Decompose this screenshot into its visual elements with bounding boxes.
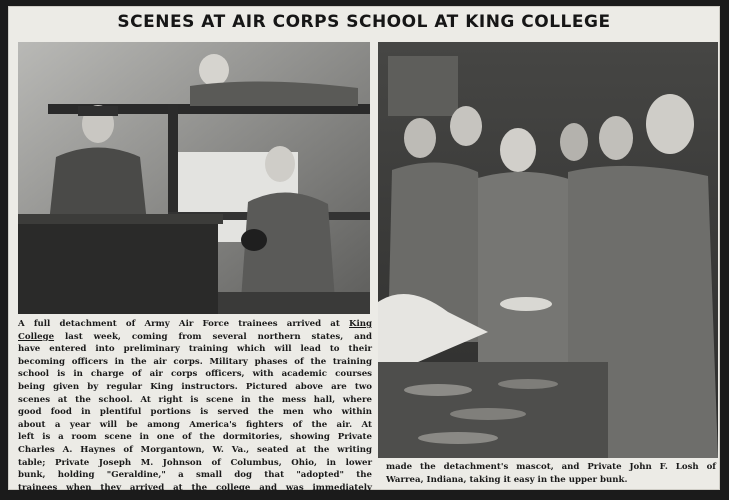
caption-line: table; Private Joseph M. Johnson of Columbus, Ohio, in lower — [18, 457, 372, 468]
caption-line: Warrea, Indiana, taking it easy in the upper bunk. — [386, 474, 628, 485]
caption-line: College last week, coming from several northern states, and — [18, 331, 372, 342]
caption-line: trainees when they arrived at the college and was immediately — [18, 482, 372, 493]
underlined-word: King — [349, 319, 372, 329]
caption-line: made the detachment's mascot, and Private John F. Losh of — [386, 462, 716, 472]
dormitory-photo-image — [18, 42, 370, 314]
caption-line: have entered into preliminary training which will lead to their — [18, 344, 372, 355]
photo-caption — [18, 318, 372, 494]
headline: SCENES AT AIR CORPS SCHOOL AT KING COLLEGE — [117, 12, 611, 32]
mess-hall-photo-image — [378, 42, 718, 458]
caption-continuation — [386, 461, 716, 486]
underlined-word: College — [18, 331, 55, 342]
caption-line: bunk, holding "Geraldine," a small dog that "adopted" the — [18, 470, 372, 481]
newspaper-clipping — [8, 6, 720, 493]
mess-hall-photo — [378, 42, 718, 458]
caption-line: being given by regular King instructors. Pictured above are two — [18, 381, 372, 392]
dormitory-photo — [18, 42, 370, 314]
caption-line: left is a room scene in one of the dormitories, showing Private — [18, 432, 372, 443]
caption-line: good food in plentiful portions is served the men who within — [18, 407, 372, 418]
caption-line: scenes at the school. At right is scene in the mess hall, where — [18, 394, 372, 405]
caption-line: A full detachment of Army Air Force trainees arrived at King — [18, 319, 372, 329]
caption-line: about a year will be among America's fighters of the air. At — [18, 419, 372, 430]
caption-line: school is in charge of air corps officers, with academic courses — [18, 369, 372, 380]
caption-line: becoming officers in the air corps. Military phases of the training — [18, 356, 372, 367]
caption-line: Charles A. Haynes of Morgantown, W. Va., seated at the writing — [18, 444, 372, 455]
